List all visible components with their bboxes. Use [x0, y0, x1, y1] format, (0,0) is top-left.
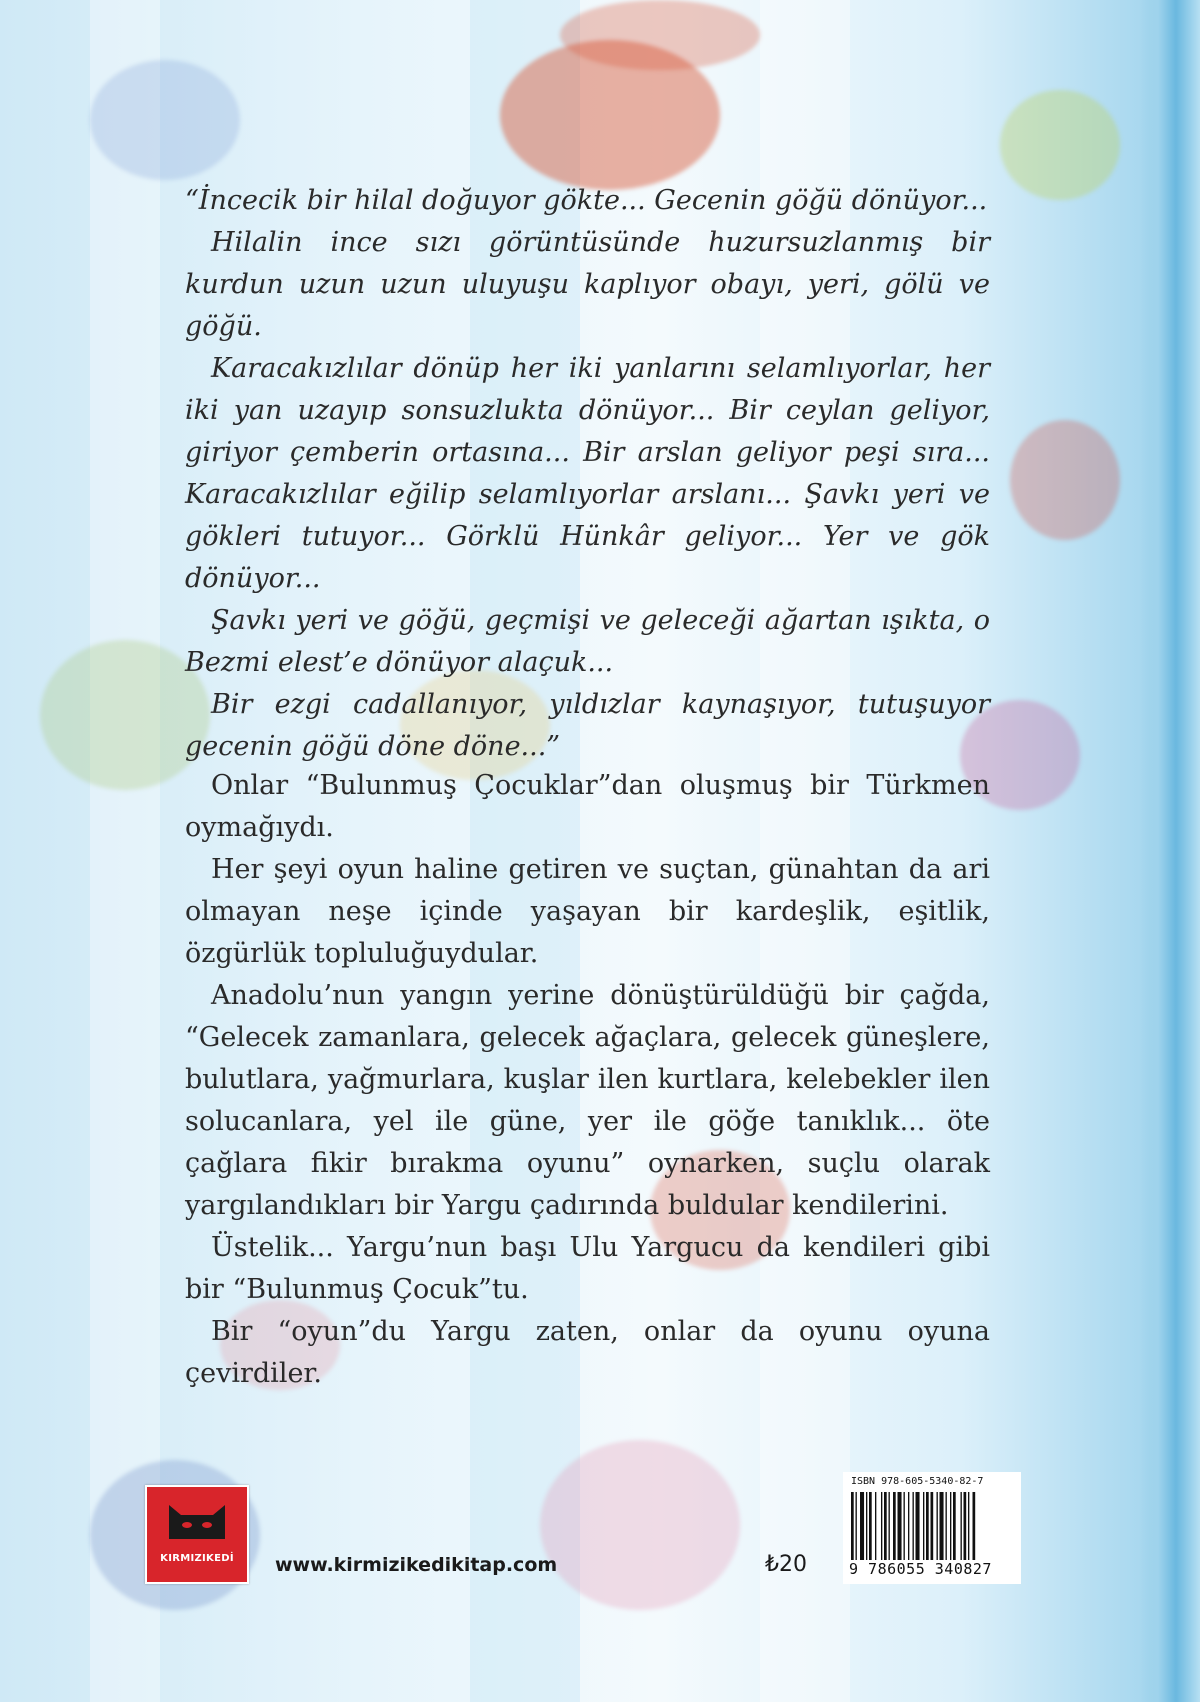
- quote-paragraph: Şavkı yeri ve göğü, geçmişi ve geleceği ağartan ışıkta, o Bezmi elest’e dönüyor alaçuk...: [185, 605, 990, 678]
- barcode-bars: [851, 1492, 1013, 1560]
- description-paragraph: Her şeyi oyun haline getiren ve suçtan, günahtan da ari olmayan neşe içinde yaşayan bir kardeşlik, eşitlik, özgürlük topluluğuydular.: [185, 854, 990, 969]
- barcode-bar: [851, 1492, 854, 1560]
- barcode-bar: [940, 1492, 944, 1560]
- quote-paragraph: Karacakızlılar dönüp her iki yanlarını selamlıyorlar, her iki yan uzayıp sonsuzlukta dönüyor... Bir ceylan geliyor, giriyor çemberin ortasına... Bir arslan geliyor peşi sıra... Karacakızlılar eğilip selamlıyorlar arslanı... Şavkı yeri ve gökleri tutuyor... Görklü Hünkâr geliyor... Yer ve gök dönüyor...: [185, 353, 990, 594]
- publisher-logo: [145, 1485, 249, 1584]
- quote-paragraph: Hilalin ince sızı görüntüsünde huzursuzlanmış bir kurdun uzun uzun uluyuşu kaplıyor obayı, yeri, gölü ve göğü.: [185, 227, 990, 342]
- quote-excerpt: [185, 180, 990, 768]
- barcode-bar: [931, 1492, 934, 1560]
- barcode-bar: [916, 1492, 920, 1560]
- quote-paragraph: “İncecik bir hilal doğuyor gökte... Gecenin göğü dönüyor...: [185, 185, 988, 216]
- price-label: ₺20: [765, 1552, 807, 1577]
- barcode-bar: [953, 1492, 956, 1560]
- blue-handprint: [90, 60, 240, 180]
- barcode-bar: [881, 1492, 882, 1560]
- barcode-bar: [923, 1492, 924, 1560]
- barcode-bar: [926, 1492, 929, 1560]
- barcode-bar: [904, 1492, 905, 1560]
- description-paragraph: Üstelik... Yargu’nun başı Ulu Yargucu da kendileri gibi bir “Bulunmuş Çocuk”tu.: [185, 1232, 990, 1305]
- publisher-name: KIRMIZIKEDİ: [160, 1553, 234, 1564]
- barcode-bar: [893, 1492, 896, 1560]
- isbn-barcode: [843, 1472, 1021, 1584]
- barcode-bar: [950, 1492, 951, 1560]
- book-spine-edge: [1140, 0, 1200, 1702]
- barcode-bar: [964, 1492, 967, 1560]
- publisher-website[interactable]: www.kirmizikedikitap.com: [275, 1554, 558, 1576]
- cat-icon: [165, 1499, 229, 1539]
- description-paragraph: Onlar “Bulunmuş Çocuklar”dan oluşmuş bir Türkmen oymağıydı.: [185, 770, 990, 843]
- barcode-bar: [973, 1492, 976, 1560]
- barcode-bar: [889, 1492, 890, 1560]
- barcode-bar: [884, 1492, 887, 1560]
- barcode-bar: [946, 1492, 947, 1560]
- quote-paragraph: Bir ezgi cadallanıyor, yıldızlar kaynaşıyor, tutuşuyor gecenin göğü döne döne...”: [185, 689, 990, 762]
- barcode-bar: [869, 1492, 872, 1560]
- description-paragraph: Anadolu’nun yangın yerine dönüştürüldüğü bir çağda, “Gelecek zamanlara, gelecek ağaçlara, gelecek güneşlere, bulutlara, yağmurlara, kuşlar ilen kurtlara, kelebekler ilen solucanlara, yel ile güne, yer ile göğe tanıklık... öte çağlara fikir bırakma oyunu” oynarken, suçlu olarak yargılandıkları bir Yargu çadırında buldular kendilerini.: [185, 980, 990, 1221]
- isbn-label: ISBN 978-605-5340-82-7: [851, 1476, 984, 1487]
- barcode-bar: [913, 1492, 914, 1560]
- barcode-bar: [856, 1492, 857, 1560]
- barcode-bar: [908, 1492, 909, 1560]
- barcode-bar: [875, 1492, 876, 1560]
- barcode-bar: [860, 1492, 864, 1560]
- barcode-bar: [937, 1492, 938, 1560]
- background-streak: [90, 0, 160, 1702]
- barcode-bar: [866, 1492, 867, 1560]
- barcode-bar: [898, 1492, 902, 1560]
- red-handprint: [560, 0, 760, 70]
- barcode-bar: [968, 1492, 969, 1560]
- description-paragraph: Bir “oyun”du Yargu zaten, onlar da oyunu oyuna çevirdiler.: [185, 1316, 990, 1389]
- book-description: [185, 765, 990, 1395]
- barcode-bar: [961, 1492, 962, 1560]
- barcode-number: 9 786055 340827: [849, 1560, 992, 1578]
- green-handprint: [1000, 90, 1120, 200]
- red-handprint: [1010, 420, 1120, 540]
- pink-handprint: [540, 1440, 740, 1610]
